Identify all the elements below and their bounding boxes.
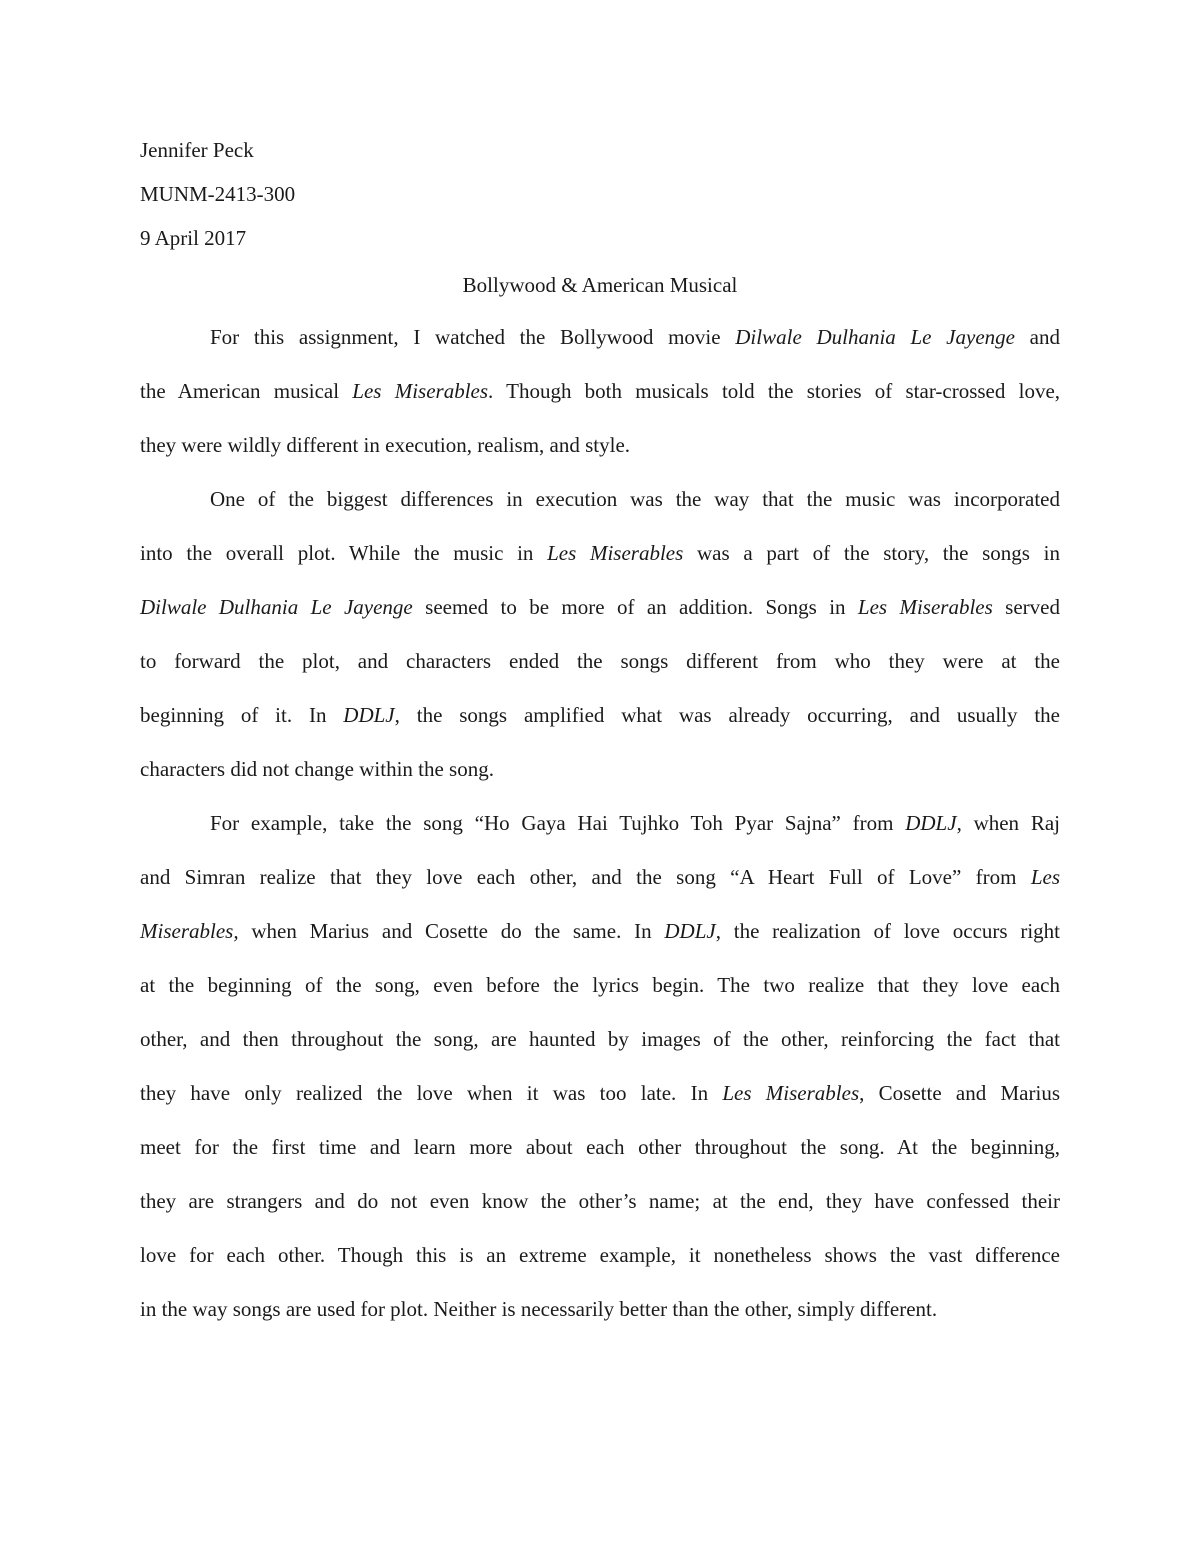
italic-title-text: Dilwale Dulhania Le Jayenge — [140, 595, 413, 619]
essay-paragraphs — [140, 310, 1060, 1336]
text-segment: when Marius and Cosette do the same. In — [238, 919, 665, 943]
text-segment: other, and then throughout the song, are haunted by images of the other, reinforcing the fact that — [140, 1027, 1060, 1051]
text-segment: meet for the first time and learn more about each other throughout the song. At the beginning, — [140, 1135, 1060, 1159]
essay-body — [140, 128, 1060, 1336]
text-segment: and — [1014, 325, 1060, 349]
text-line — [140, 1012, 1060, 1066]
text-segment: and Simran realize that they love each other, and the song “A Heart Full of Love” from — [140, 865, 1031, 889]
italic-title-text: Les Miserables — [857, 595, 993, 619]
course-code: MUNM-2413-300 — [140, 182, 296, 206]
text-line — [140, 1228, 1060, 1282]
paragraph — [140, 310, 1060, 472]
text-segment: , when Raj — [956, 811, 1060, 835]
text-segment: they were wildly different in execution, realism, and style. — [140, 433, 631, 457]
essay-title: Bollywood & American Musical — [462, 273, 738, 297]
text-line — [140, 310, 1060, 364]
text-segment: beginning of it. In — [140, 703, 344, 727]
text-line — [140, 1066, 1060, 1120]
italic-title-text: Les Miserables — [547, 541, 684, 565]
text-segment: was a part of the story, the songs in — [683, 541, 1060, 565]
text-segment: . Though both musicals told the stories of star-crossed love, — [488, 379, 1061, 403]
italic-title-text: DDLJ — [905, 811, 957, 835]
text-segment: For example, take the song “Ho Gaya Hai Tujhko Toh Pyar Sajna” from — [210, 811, 906, 835]
text-segment: the American musical — [140, 379, 353, 403]
italic-title-text: DDLJ — [664, 919, 716, 943]
text-line — [140, 1120, 1060, 1174]
text-segment: in the way songs are used for plot. Neither is necessarily better than the other, simply different. — [140, 1297, 938, 1321]
text-line — [140, 418, 1060, 472]
paragraph — [140, 472, 1060, 796]
text-line — [140, 472, 1060, 526]
text-line — [140, 364, 1060, 418]
italic-title-text: Les — [1030, 865, 1060, 889]
text-segment: , the songs amplified what was already occurring, and usually the — [394, 703, 1060, 727]
author-name: Jennifer Peck — [140, 138, 254, 162]
text-line — [140, 634, 1060, 688]
italic-title-text: Les Miserables — [722, 1081, 860, 1105]
text-segment: at the beginning of the song, even before the lyrics begin. The two realize that they love each — [140, 973, 1060, 997]
text-segment: to forward the plot, and characters ended the songs different from who they were at the — [140, 649, 1060, 673]
text-segment: characters did not change within the song. — [140, 757, 494, 781]
text-line — [140, 688, 1060, 742]
text-line — [140, 796, 1060, 850]
text-line — [140, 580, 1060, 634]
text-line — [140, 1174, 1060, 1228]
text-segment: they are strangers and do not even know the other’s name; at the end, they have confessed their — [140, 1189, 1060, 1213]
text-segment: , Cosette and Marius — [859, 1081, 1060, 1105]
text-segment: One of the biggest differences in execution was the way that the music was incorporated — [210, 487, 1060, 511]
italic-title-text: Les Miserables — [352, 379, 489, 403]
essay-date: 9 April 2017 — [140, 226, 247, 250]
text-line — [140, 1282, 1060, 1336]
italic-title-text: Miserables, — [140, 919, 239, 943]
text-line — [140, 850, 1060, 904]
text-line — [140, 742, 1060, 796]
italic-title-text: Dilwale Dulhania Le Jayenge — [735, 325, 1015, 349]
text-segment: seemed to be more of an addition. Songs in — [412, 595, 858, 619]
text-segment: For this assignment, I watched the Bollywood movie — [210, 325, 736, 349]
text-line — [140, 904, 1060, 958]
text-segment: love for each other. Though this is an extreme example, it nonetheless shows the vast difference — [140, 1243, 1060, 1267]
paragraph — [140, 796, 1060, 1336]
text-segment: they have only realized the love when it was too late. In — [140, 1081, 723, 1105]
text-segment: , the realization of love occurs right — [715, 919, 1060, 943]
text-line — [140, 526, 1060, 580]
text-segment: served — [992, 595, 1060, 619]
text-line — [140, 958, 1060, 1012]
text-segment: into the overall plot. While the music in — [140, 541, 548, 565]
italic-title-text: DDLJ — [343, 703, 395, 727]
